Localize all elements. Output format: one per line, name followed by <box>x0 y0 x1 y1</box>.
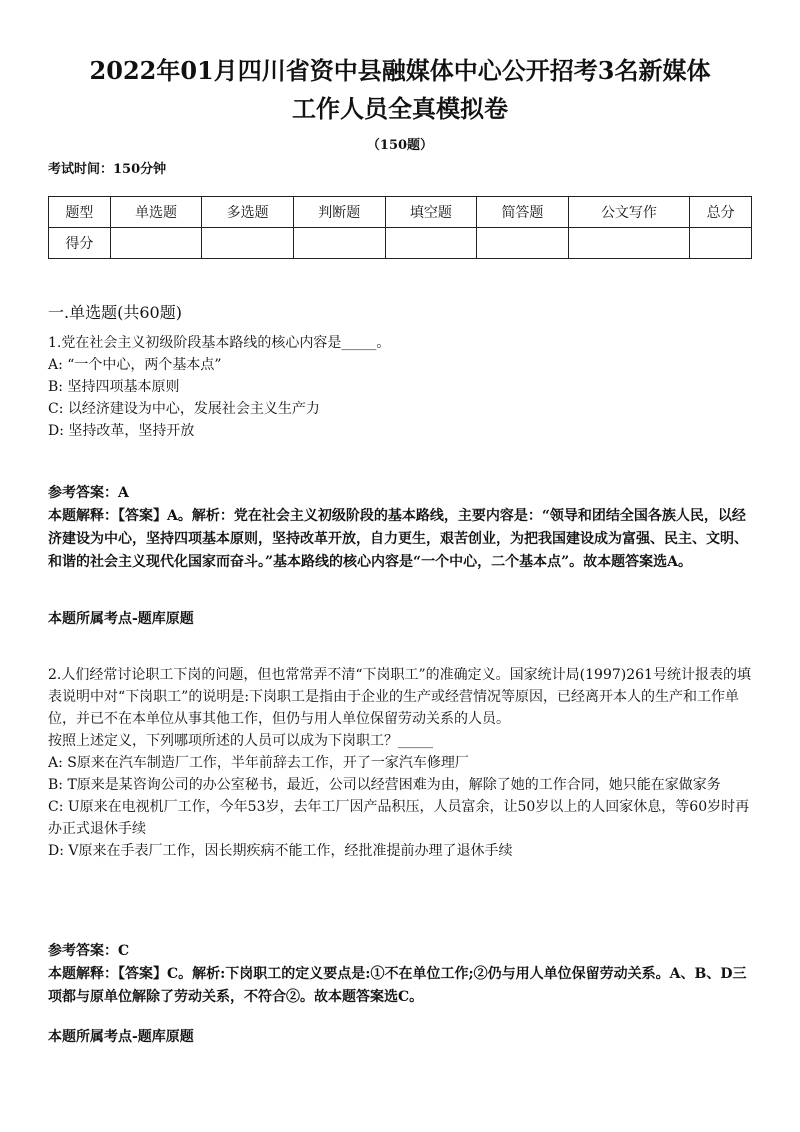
header-cell: 简答题 <box>477 197 569 228</box>
answer-explanation: 本题解释：【答案】C。解析:下岗职工的定义要点是:①不在单位工作;②仍与用人单位保留劳动关系。A、B、D三项都与原单位解除了劳动关系，不符合②。故本题答案选C。 <box>48 966 747 1005</box>
question-count: （150题） <box>366 138 434 153</box>
header-cell: 题型 <box>49 197 111 228</box>
question-stem: 1.党在社会主义初级阶段基本路线的核心内容是_____。 <box>48 335 391 351</box>
answer-block-2 <box>48 940 756 1009</box>
option-c: C: 以经济建设为中心，发展社会主义生产力 <box>48 401 320 417</box>
option-c: C: U原来在电视机厂工作，今年53岁，去年工厂因产品积压，人员富余，让50岁以上的人回家休息，等60岁时再办正式退休手续 <box>48 799 750 837</box>
score-cell[interactable] <box>202 228 294 259</box>
answer-explanation: 本题解释：【答案】A。解析：党在社会主义初级阶段的基本路线，主要内容是：“领导和团结全国各族人民，以经济建设为中心，坚持四项基本原则，坚持改革开放，自力更生，艰苦创业，为把我国建设成为富强、民主、文明、和谐的社会主义现代化国家而奋斗。”基本路线的核心内容是“一个中心，二个基本点”。故本题答案选A。 <box>48 508 748 570</box>
title-line-1: 2022年01月四川省资中县融媒体中心公开招考3名新媒体 <box>89 56 711 85</box>
header-cell: 公文写作 <box>568 197 689 228</box>
header-cell: 判断题 <box>293 197 385 228</box>
option-a: A: S原来在汽车制造厂工作，半年前辞去工作，开了一家汽车修理厂 <box>48 755 469 771</box>
option-d: D: V原来在手表厂工作，因长期疾病不能工作，经批准提前办理了退休手续 <box>48 843 513 859</box>
exam-time: 考试时间：150分钟 <box>48 162 167 177</box>
option-a: A: “一个中心，两个基本点” <box>48 357 222 373</box>
question-2 <box>48 664 756 862</box>
header-cell: 多选题 <box>202 197 294 228</box>
score-cell[interactable] <box>385 228 477 259</box>
option-b: B: 坚持四项基本原则 <box>48 379 180 395</box>
reference-answer: 参考答案：C <box>48 943 130 959</box>
section-title: 一.单选题(共60题) <box>48 303 182 322</box>
reference-answer: 参考答案：A <box>48 485 129 501</box>
title-line-2: 工作人员全真模拟卷 <box>292 94 508 123</box>
answer-block-1 <box>48 482 756 574</box>
score-cell[interactable] <box>690 228 752 259</box>
document-title <box>40 52 760 128</box>
knowledge-point: 本题所属考点-题库原题 <box>48 1029 194 1045</box>
question-prompt: 按照上述定义，下列哪项所述的人员可以成为下岗职工？_____ <box>48 733 433 749</box>
header-cell: 单选题 <box>110 197 202 228</box>
question-stem: 2.人们经常讨论职工下岗的问题，但也常常弄不清“下岗职工”的准确定义。国家统计局(1997)261号统计报表的填表说明中对“下岗职工”的说明是:下岗职工是指由于企业的生产或经营情况等原因，已经离开本人的生产和工作单位，并已不在本单位从事其他工作，但仍与用人单位保留劳动关系的人员。 <box>48 667 751 727</box>
option-d: D: 坚持改革，坚持开放 <box>48 423 195 439</box>
score-table-score-row <box>49 228 752 259</box>
score-table <box>48 196 752 259</box>
score-table-header-row <box>49 197 752 228</box>
score-row-label: 得分 <box>49 228 111 259</box>
score-cell[interactable] <box>568 228 689 259</box>
question-1 <box>48 332 756 442</box>
option-b: B: T原来是某咨询公司的办公室秘书，最近，公司以经营困难为由，解除了她的工作合同，她只能在家做家务 <box>48 777 721 793</box>
score-cell[interactable] <box>110 228 202 259</box>
score-cell[interactable] <box>477 228 569 259</box>
header-cell: 填空题 <box>385 197 477 228</box>
knowledge-point: 本题所属考点-题库原题 <box>48 611 194 627</box>
score-cell[interactable] <box>293 228 385 259</box>
header-cell: 总分 <box>690 197 752 228</box>
